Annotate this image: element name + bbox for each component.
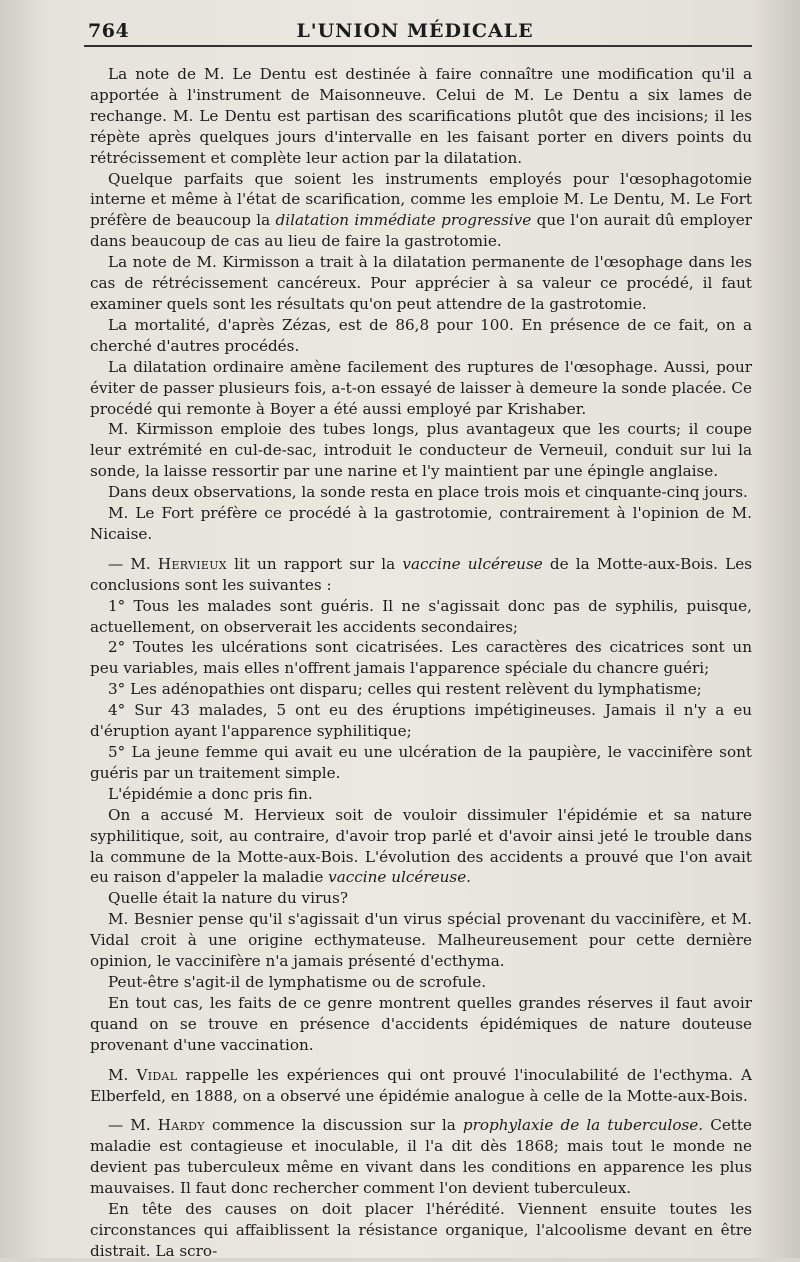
text-run: 2° Toutes les ulcérations sont cicatrisées. Les caractères des cicatrices sont un peu variables, mais elles n'offrent jamais l'apparence spéciale du chancre guéri;: [90, 638, 752, 678]
text-run: M.: [108, 1065, 137, 1084]
paragraph: [90, 419, 752, 482]
header-rule: [84, 45, 752, 47]
small-caps-name: Vidal: [136, 1065, 178, 1084]
text-run: de la Motte-aux-Bois. Les conclusions sont les suivantes :: [90, 554, 752, 594]
paragraph: [90, 252, 752, 315]
text-run: 5° La jeune femme qui avait eu une ulcération de la paupière, le vaccinifère sont guéris par un traitement simple.: [90, 743, 752, 782]
paragraph: [90, 596, 752, 638]
paragraph: [90, 1199, 752, 1262]
italic-text: vaccine ulcéreuse.: [328, 868, 472, 887]
text-run: Peut-être s'agit-il de lymphatisme ou de scrofule.: [108, 972, 487, 991]
text-run: que l'on aurait dû employer dans beaucoup de cas au lieu de faire la gastrotomie.: [90, 211, 752, 251]
paragraph: [90, 169, 752, 253]
text-run: La note de M. Kirmisson a trait à la dilatation permanente de l'œsophage dans les cas de rétrécissement cancéreux. Pour apprécier à sa valeur ce procédé, il faut examiner quels sont les résultats qu'on peut attendre de la gastrotomie.: [90, 253, 752, 313]
text-run: En tête des causes on doit placer l'hérédité. Viennent ensuite toutes les circonstances qui affaiblissent la résistance organique, l'alcoolisme devant en être distrait. La scro-: [90, 1200, 752, 1260]
text-run: 1° Tous les malades sont guéris. Il ne s'agissait donc pas de syphilis, puisque, actuellement, on observerait les accidents secondaires;: [90, 596, 752, 636]
paragraph: [90, 64, 752, 169]
italic-text: vaccine ulcéreuse: [402, 554, 543, 573]
text-run: 4° Sur 43 malades, 5 ont eu des éruptions impétigineuses. Jamais il n'y a eu d'éruption ayant l'apparence syphilitique;: [90, 701, 752, 741]
paragraph: [90, 784, 752, 805]
text-run: En tout cas, les faits de ce genre montrent quelles grandes réserves il faut avoir quand on se trouve en présence d'accidents épidémiques de nature douteuse provenant d'une vaccination.: [90, 993, 752, 1054]
paragraph: [90, 888, 752, 909]
text-run: Quelque parfaits que soient les instruments employés pour l'œsophagotomie interne et même à l'état de scarification, comme les emploie M. Le Dentu, M. Le Fort préfère de beaucoup la: [90, 169, 752, 230]
italic-text: prophylaxie de la tuberculose.: [462, 1116, 704, 1135]
paragraph: [90, 805, 752, 889]
text-run: Dans deux observations, la sonde resta en place trois mois et cinquante-cinq jours.: [108, 483, 748, 502]
paragraph: [90, 679, 752, 700]
text-run: — M.: [108, 554, 158, 573]
text-run: Cette maladie est contagieuse et inoculable, il l'a dit dès 1868; mais tout le monde ne devient pas tuberculeux même en vivant dans les conditions en apparence les plus mauvaises. Il faut donc rechercher comment l'on devient tuberculeux.: [90, 1116, 752, 1198]
paragraph: [90, 357, 752, 420]
text-run: La note de M. Le Dentu est destinée à faire connaître une modification qu'il a apportée à l'instrument de Maisonneuve. Celui de M. Le Dentu a six lames de rechange. M. Le Dentu est partisan des scarifications plutôt que des incisions; il les répète après quelques jours d'intervalle en les faisant porter en divers points du rétrécissement et complète leur action par la dilatation.: [90, 65, 752, 167]
text-run: M. Kirmisson emploie des tubes longs, plus avantageux que les courts; il coupe leur extrémité en cul-de-sac, introduit le conducteur de Verneuil, conduit sur lui la sonde, la laisse ressortir par une narine et l'y maintient par une épingle anglaise.: [90, 420, 752, 481]
text-run: La dilatation ordinaire amène facilement des ruptures de l'œsophage. Aussi, pour éviter de passer plusieurs fois, a-t-on essayé de laisser à demeure la sonde placée. Ce procédé qui remonte à Boyer a été aussi employé par Krishaber.: [90, 357, 752, 418]
text-run: On a accusé M. Hervieux soit de vouloir dissimuler l'épidémie et sa nature syphilitique, soit, au contraire, d'avoir trop parlé et d'avoir ainsi jeté le trouble dans la commune de la Motte-aux-Bois. L'évolution des accidents a prouvé que l'on avait eu raison d'appeler la maladie: [90, 805, 752, 887]
text-run: commence la discussion sur la: [204, 1116, 463, 1135]
text-run: M. Le Fort préfère ce procédé à la gastrotomie, contrairement à l'opinion de M. Nicaise.: [90, 504, 752, 543]
text-run: lit un rapport sur la: [226, 554, 403, 573]
paragraph: [90, 909, 752, 972]
page-header: [80, 16, 750, 46]
text-run: L'épidémie a donc pris fin.: [108, 784, 313, 803]
small-caps-name: Hervieux: [157, 554, 227, 573]
body-text: [90, 64, 752, 1262]
running-title: L'UNION MÉDICALE: [296, 20, 534, 42]
text-run: M. Besnier pense qu'il s'agissait d'un virus spécial provenant du vaccinifère, et M. Vidal croit à une origine ecthymateuse. Malheureusement pour cette dernière opinion, le vaccinifère n'a jamais présenté d'ecthyma.: [90, 910, 752, 971]
paragraph: [90, 503, 752, 545]
text-run: — M.: [108, 1116, 158, 1135]
italic-text: dilatation immédiate progressive: [275, 211, 532, 230]
text-run: Quelle était la nature du virus?: [108, 889, 348, 908]
paragraph: [90, 1115, 752, 1199]
text-run: 3° Les adénopathies ont disparu; celles qui restent relèvent du lymphatisme;: [108, 680, 702, 699]
paragraph: [90, 700, 752, 742]
text-run: La mortalité, d'après Zézas, est de 86,8 pour 100. En présence de ce fait, on a cherché d'autres procédés.: [90, 315, 752, 355]
text-run: rappelle les expériences qui ont prouvé l'inoculabilité de l'ecthyma. A Elberfeld, en 1888, on a observé une épidémie analogue à celle de la Motte-aux-Bois.: [90, 1065, 752, 1105]
paragraph: [90, 742, 752, 784]
paragraph: [90, 1065, 752, 1107]
paragraph: [90, 554, 752, 596]
paragraph: [90, 972, 752, 993]
paragraph: [90, 637, 752, 679]
paragraph: [90, 482, 752, 503]
page-number: 764: [88, 20, 130, 42]
small-caps-name: Hardy: [157, 1116, 205, 1135]
paragraph: [90, 993, 752, 1056]
paragraph: [90, 315, 752, 357]
